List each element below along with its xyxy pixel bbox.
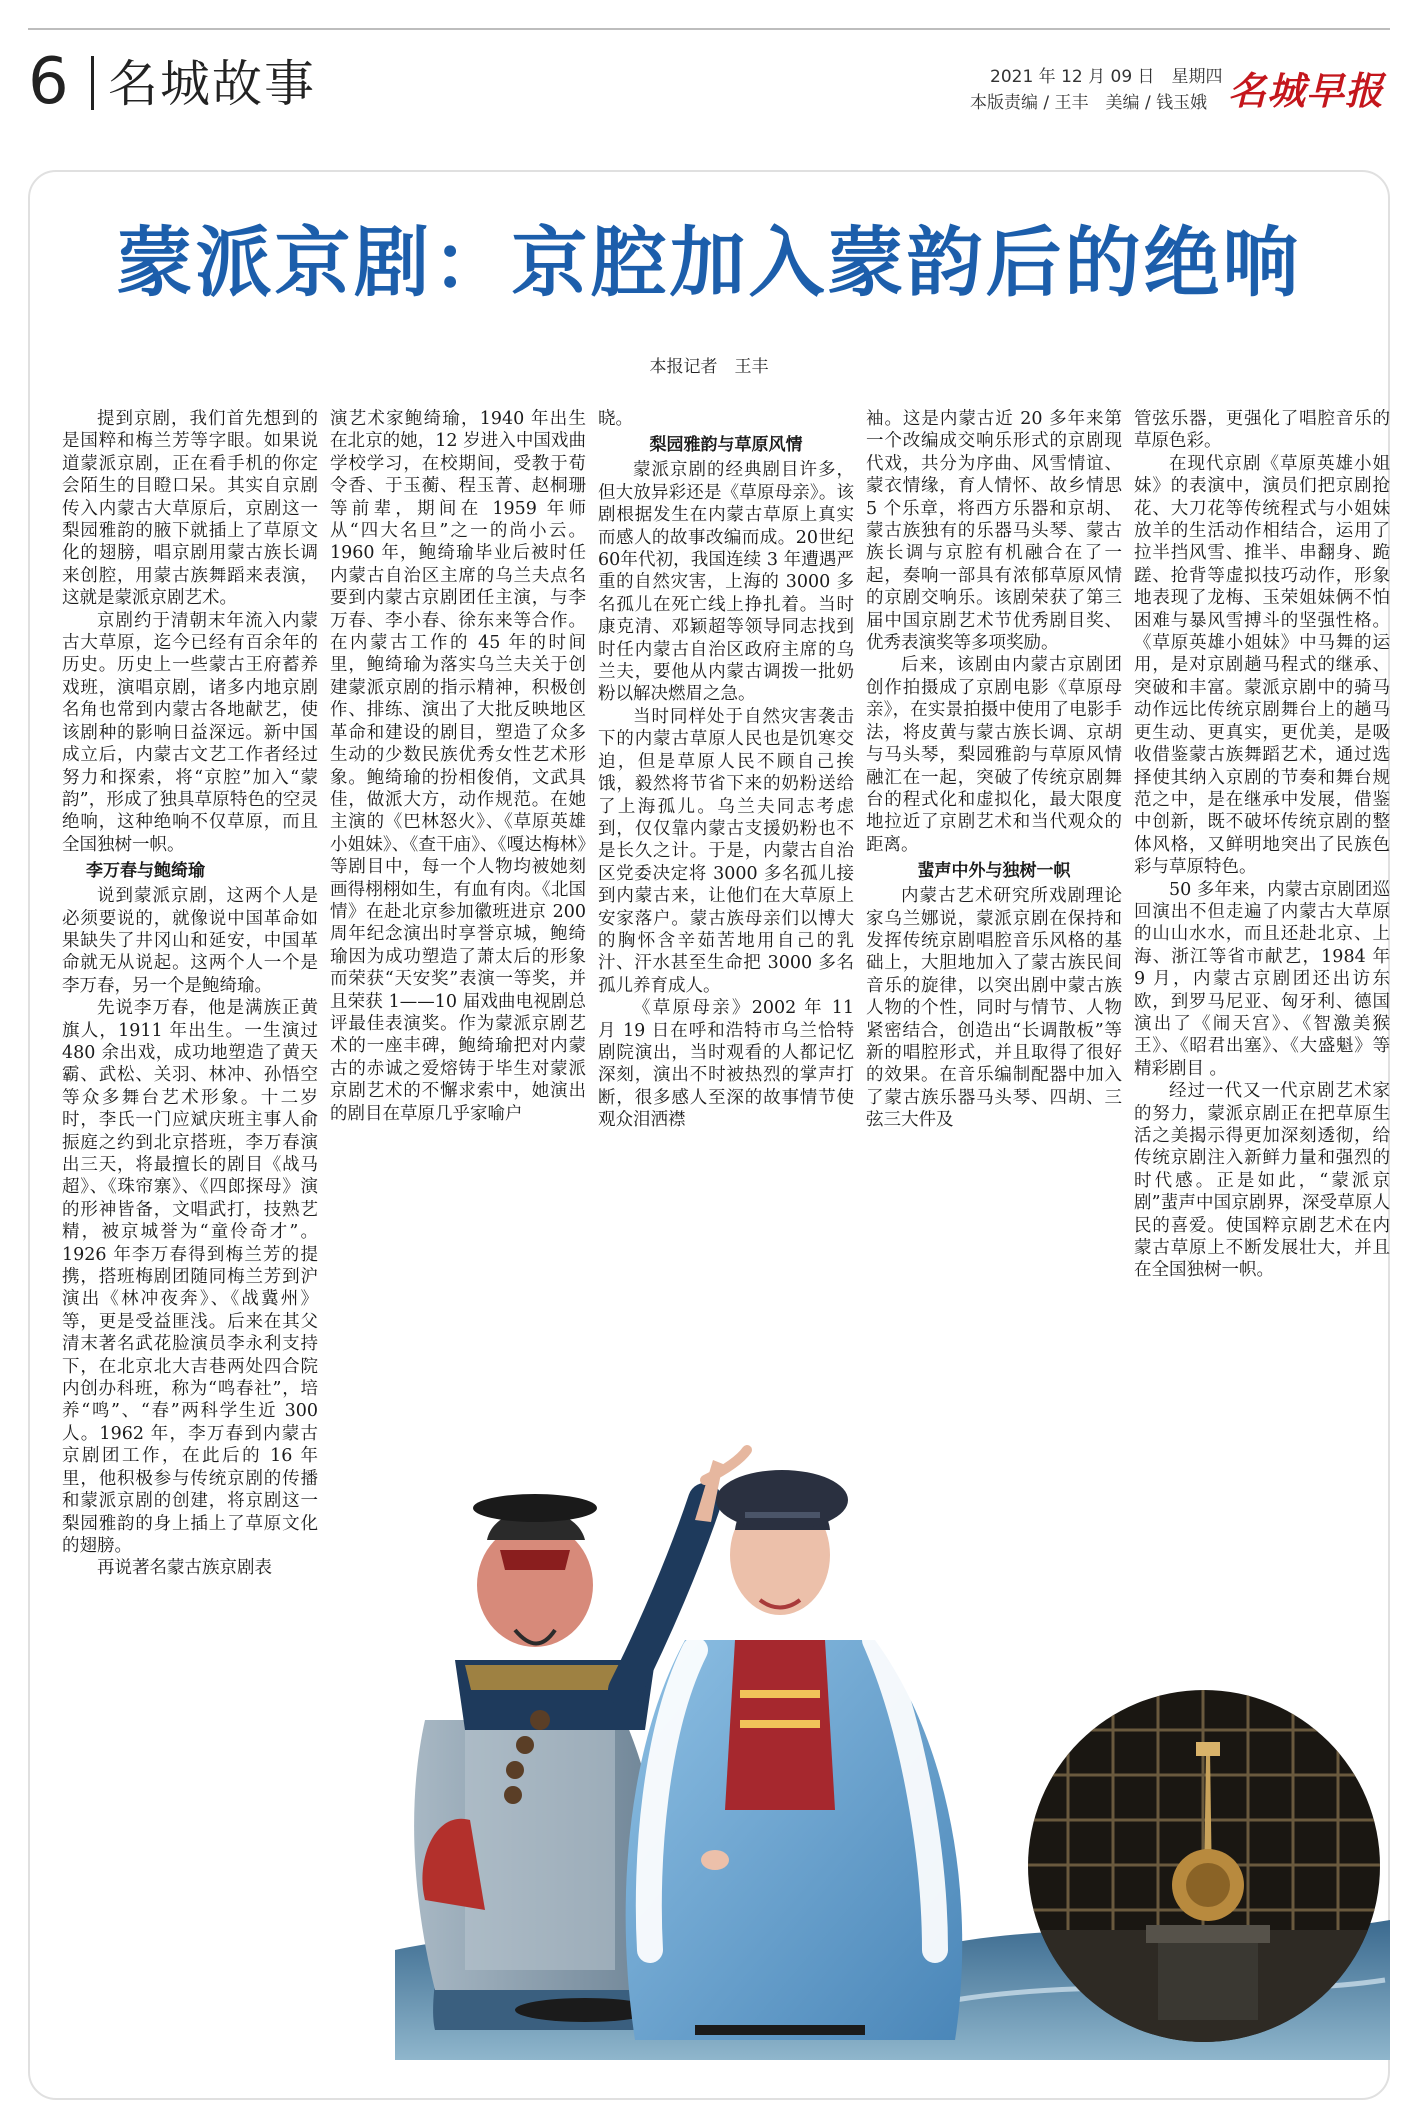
subheading: 梨园雅韵与草原风情 [649,435,803,456]
instrument-exhibit-photo [1028,1690,1380,2042]
paragraph: 在现代京剧《草原英雄小姐妹》的表演中，演员们把京剧抢花、大刀花等传统程式与小姐妹放羊的生活动作相结合，运用了拉半挡风雪、推半、串翻身、跪蹉、抢背等虚拟技巧动作，形象地表现了龙梅、玉荣姐妹俩不怕困难与暴风雪搏斗的坚强性格。《草原英雄小姐妹》中马舞的运用，是对京剧趟马程式的继承、突破和丰富。蒙派京剧中的骑马动作远比传统京剧舞台上的趟马更生动、更真实，更优美，是吸收借鉴蒙古族舞蹈艺术，通过选择使其纳入京剧的节奏和舞台规范之中，是在继承中发展，借鉴中创新，既不破坏传统京剧的整体风格，又鲜明地突出了民族色彩与草原特色。 [1134,453,1390,878]
paragraph: 经过一代又一代京剧艺术家的努力，蒙派京剧正在把草原生活之美揭示得更加深刻透彻，给传统京剧注入新鲜力量和强烈的时代感。正是如此，“蒙派京剧”蜚声中国京剧界，深受草原人民的喜爱。使国粹京剧艺术在内蒙古草原上不断发展壮大，并且在全国独树一帜。 [1134,1081,1390,1281]
page-divider [91,56,94,110]
paragraph: 演艺术家鲍绮瑜，1940 年出生在北京的她，12 岁进入中国戏曲学校学习，在校期间，受教于荀令香、于玉蘅、程玉菁、赵桐珊等前辈，期间在 1959 年师从“四大名旦”之一的尚小云。1960 年，鲍绮瑜毕业后被时任内蒙古自治区主席的乌兰夫点名要到内蒙古京剧团任主演，与李万春、李小春、徐东来等合作。在内蒙古工作的 45 年的时间里，鲍绮瑜为落实乌兰夫关于创建蒙派京剧的指示精神，积极创作、排练、演出了大批反映地区革命和建设的剧目，塑造了众多生动的少数民族优秀女性艺术形象。鲍绮瑜的扮相俊俏，文武具佳，做派大方，动作规范。在她主演的《巴林怒火》、《草原英雄小姐妹》、《查干庙》、《嘎达梅林》等剧目中，每一个人物均被她刻画得栩栩如生，有血有肉。《北国情》在赴北京参加徽班进京 200 周年纪念演出时享誉京城，鲍绮瑜因为成功塑造了萧太后的形象而荣获“天安奖”表演一等奖，并且荣获 1——10 届戏曲电视剧总评最佳表演奖。作为蒙派京剧艺术的一座丰碑，鲍绮瑜把对内蒙古的赤诚之爱熔铸于毕生对蒙派京剧艺术的不懈求索中，她演出的剧目在草原几乎家喻户 [330,409,586,1124]
paragraph: 蒙派京剧的经典剧目许多，但大放异彩还是《草原母亲》。该剧根据发生在内蒙古草原上真实而感人的故事改编而成。20世纪60年代初，我国连续 3 年遭遇严重的自然灾害，上海的 3000 多名孤儿在死亡线上挣扎着。当时康克清、邓颖超等领导同志找到时任内蒙古自治区政府主席的乌兰夫，要他从内蒙古调拨一批奶粉以解决燃眉之急。 [598,460,854,705]
subheading: 李万春与鲍绮瑜 [86,861,205,882]
article-column-2 [330,408,586,1125]
article-column-1 [62,408,318,1580]
article-column-4 [866,408,1122,1132]
paragraph: 50 多年来，内蒙古京剧团巡回演出不但走遍了内蒙古大草原的山山水水，而且还赴北京、上海、浙江等省市献艺，1984 年 9 月，内蒙古京剧团还出访东欧，到罗马尼亚、匈牙利、德国演出了《闹天宫》、《智激美猴王》、《昭君出塞》、《大盛魁》等精彩剧目 。 [1134,879,1390,1079]
paragraph: 晓。 [598,409,633,429]
paragraph: 《草原母亲》2002 年 11 月 19 日在呼和浩特市乌兰恰特剧院演出，当时观看的人都记忆深刻，演出不时被热烈的掌声打断，很多感人至深的故事情节使观众泪洒襟 [598,998,854,1131]
paragraph: 当时同样处于自然灾害袭击下的内蒙古草原人民也是饥寒交迫，但是草原人民不顾自己挨饿，毅然将节省下来的奶粉送给了上海孤儿。乌兰夫同志考虑到，仅仅靠内蒙古支援奶粉也不是长久之计。于是，内蒙古自治区党委决定将 3000 多名孤儿接到内蒙古来，让他们在大草原上安家落户。蒙古族母亲们以博大的胸怀含辛茹苦地用自己的乳汁、汗水甚至生命把 3000 多名孤儿养育成人。 [598,706,854,996]
paragraph: 说到蒙派京剧，这两个人是必须要说的，就像说中国革命如果缺失了井冈山和延安，中国革命就无从说起。这两个人一个是李万春，另一个是鲍绮瑜。 [62,886,318,996]
article-column-3 [598,408,854,1132]
article-byline: 本报记者 王丰 [649,357,769,377]
paragraph: 内蒙古艺术研究所戏剧理论家乌兰娜说，蒙派京剧在保持和发挥传统京剧唱腔音乐风格的基础上，大胆地加入了蒙古族民间音乐的旋律，以突出剧中蒙古族人物的个性，同时与情节、人物紧密结合，创造出“长调散板”等新的唱腔形式，并且取得了很好的效果。在音乐编制配器中加入了蒙古族乐器马头琴、四胡、三弦三大件及 [866,886,1122,1131]
page-number: 6 [28,45,69,119]
section-title: 名城故事 [108,55,316,113]
article-headline: 蒙派京剧：京腔加入蒙韵后的绝响 [116,218,1302,307]
masthead-rule [28,28,1390,30]
subheading: 蜚声中外与独树一帜 [917,861,1071,882]
paragraph: 再说著名蒙古族京剧表 [97,1558,272,1579]
issue-editors: 本版责编 / 王丰 美编 / 钱玉娥 [970,93,1208,113]
paragraph: 管弦乐器，更强化了唱腔音乐的草原色彩。 [1134,409,1390,452]
paragraph: 京剧约于清朝末年流入内蒙古大草原，迄今已经有百余年的历史。历史上一些蒙古王府蓄养戏班，演唱京剧，诸多内地京剧名角也常到内蒙古各地献艺，使该剧种的影响日益深远。新中国成立后，内蒙古文艺工作者经过努力和探索，将“京腔”加入“蒙韵”，形成了独具草原特色的空灵绝响，这种绝响不仅草原，而且全国独树一帜。 [62,610,318,855]
article-column-5 [1134,408,1390,1282]
paragraph: 先说李万春，他是满族正黄旗人，1911 年出生。一生演过 480 余出戏，成功地塑造了黄天霸、武松、关羽、林冲、孙悟空等众多舞台艺术形象。十二岁时，李氏一门应斌庆班主事人俞振庭之约到北京搭班，李万春演出三天，将最擅长的剧目《战马超》、《珠帘寨》、《四郎探母》演的形神皆备，文唱武打，技熟艺精，被京城誉为“童伶奇才”。1926 年李万春得到梅兰芳的提携，搭班梅剧团随同梅兰芳到沪演出《林冲夜奔》、《战冀州》等，更是受益匪浅。后来在其父清末著名武花脸演员李永利支持下，在北京北大吉巷两处四合院内创办科班，称为“鸣春社”，培养“鸣”、“春”两科学生近 300 人。1962 年，李万春到内蒙古京剧团工作，在此后的 16 年里，他积极参与传统京剧的传播和蒙派京剧的创建，将京剧这一梨园雅韵的身上插上了草原文化的翅膀。 [62,998,318,1556]
paragraph: 提到京剧，我们首先想到的是国粹和梅兰芳等字眼。如果说道蒙派京剧，正在看手机的你定会陌生的目瞪口呆。其实自京剧传入内蒙古大草原后，京剧这一梨园雅韵的腋下就插上了草原文化的翅膀，唱京剧用蒙古族长调来创腔，用蒙古族舞蹈来表演，这就是蒙派京剧艺术。 [62,409,318,609]
paragraph: 后来，该剧由内蒙古京剧团创作拍摄成了京剧电影《草原母亲》，在实景拍摄中使用了电影手法，将皮黄与蒙古族长调、京胡与马头琴，梨园雅韵与草原风情融汇在一起，突破了传统京剧舞台的程式化和虚拟化，最大限度地拉近了京剧艺术和当代观众的距离。 [866,655,1122,855]
issue-date: 2021 年 12 月 09 日 星期四 [990,67,1223,87]
brand-logo: 名城早报 [1228,68,1385,113]
paragraph: 袖。这是内蒙古近 20 多年来第一个改编成交响乐形式的京剧现代戏，共分为序曲、风雪情谊、蒙衣情缘，育人情怀、故乡情思 5 个乐章，将西方乐器和京胡、蒙古族独有的乐器马头琴、蒙古族长调与京腔有机融合在了一起，奏响一部具有浓郁草原风情的京剧交响乐。该剧荣获了第三届中国京剧艺术节优秀剧目奖、优秀表演奖等多项奖励。 [866,409,1122,654]
